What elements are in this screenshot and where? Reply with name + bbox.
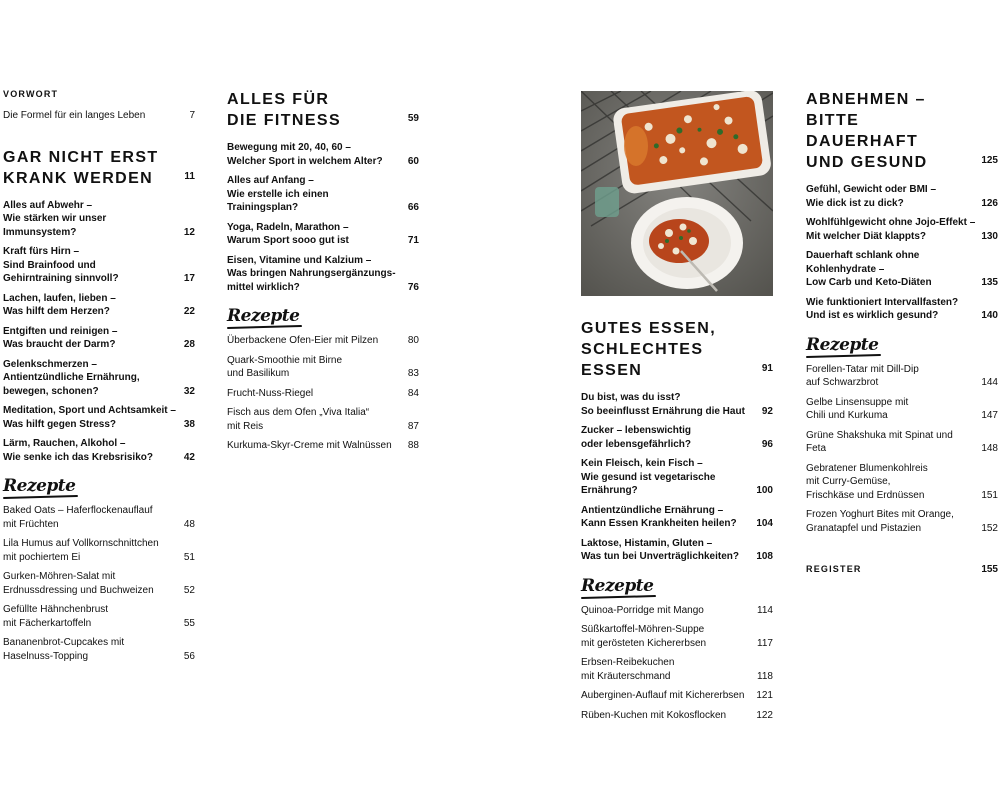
- entry-text: Und ist es wirklich gesund?: [806, 310, 939, 321]
- entry-title: [3, 404, 184, 431]
- entry-title: [227, 221, 408, 248]
- rezepte-heading: Rezepte: [227, 306, 300, 326]
- toc-entry[interactable]: [3, 245, 195, 286]
- entry-text: Kurkuma-Skyr-Creme mit Walnüssen: [227, 440, 392, 451]
- entry-title: [581, 656, 757, 683]
- entry-title: [806, 183, 981, 210]
- entry-title: [3, 537, 184, 564]
- entry-text: ABNEHMEN –: [806, 91, 926, 108]
- entry-title: [581, 424, 762, 451]
- page-number: 104: [756, 518, 773, 529]
- entry-text: Gurken-Möhren-Salat mit: [3, 571, 116, 582]
- entry-text: Lila Humus auf Vollkornschnittchen: [3, 538, 159, 549]
- entry-text: Low Carb und Keto-Diäten: [806, 277, 932, 288]
- entry-text: Auberginen-Auflauf mit Kichererbsen: [581, 690, 745, 701]
- entry-text: Quinoa-Porridge mit Mango: [581, 604, 704, 616]
- entry-title: [806, 296, 981, 323]
- entry-text: Kraft fürs Hirn –: [3, 246, 80, 257]
- entry-text: Bananenbrot-Cupcakes mit: [3, 637, 125, 648]
- page-number: 152: [981, 522, 998, 534]
- page-number: 118: [757, 670, 773, 682]
- entry-text: Frucht-Nuss-Riegel: [227, 387, 314, 399]
- entry-text: Gefühl, Gewicht oder BMI –: [806, 184, 937, 195]
- page-number: 151: [981, 489, 998, 501]
- entry-text: mit Curry-Gemüse,: [806, 476, 891, 487]
- page-number: 92: [761, 405, 773, 417]
- entry-text: mit Reis: [227, 420, 264, 432]
- page-number: 55: [183, 617, 195, 629]
- page-number: 84: [407, 387, 419, 399]
- toc-entry[interactable]: [581, 537, 773, 564]
- entry-text: Wie erstelle ich einen Trainingsplan?: [227, 188, 329, 213]
- chapter-heading[interactable]: [581, 318, 773, 381]
- entry-text: Zucker – lebenswichtig: [581, 425, 692, 436]
- entry-title: [806, 396, 981, 423]
- page-number: 125: [981, 155, 998, 166]
- page-number: 56: [183, 650, 195, 662]
- page-number: 148: [981, 443, 998, 454]
- entry-title: [227, 254, 408, 295]
- page-number: 59: [407, 113, 419, 124]
- page-number: 122: [756, 709, 773, 721]
- page-number: 22: [183, 306, 195, 317]
- entry-text: und Basilikum: [227, 368, 290, 379]
- toc-entry[interactable]: [806, 296, 998, 323]
- entry-text: Antientzündliche Ernährung –: [581, 504, 724, 516]
- entry-text: Überbackene Ofen-Eier mit Pilzen: [227, 335, 379, 346]
- recipe-entry[interactable]: [806, 396, 998, 423]
- recipe-entry[interactable]: [806, 462, 998, 503]
- entry-text: GAR NICHT ERST: [3, 148, 159, 166]
- page-number: 121: [756, 690, 773, 701]
- entry-text: Wie stärken wir unser Immunsystem?: [3, 213, 107, 238]
- entry-text: Was hilft dem Herzen?: [3, 306, 110, 317]
- toc-entry[interactable]: [806, 249, 998, 290]
- recipe-entry[interactable]: [227, 406, 419, 433]
- entry-title: [227, 354, 408, 381]
- entry-title: [581, 457, 756, 498]
- recipe-entry[interactable]: [581, 656, 773, 683]
- page-number: 28: [183, 339, 195, 350]
- entry-text: Wie gesund ist vegetarische: [581, 471, 716, 483]
- entry-text: ALLES FÜR: [227, 91, 330, 108]
- entry-text: Meditation, Sport und Achtsamkeit –: [3, 405, 176, 416]
- toc-entry[interactable]: [581, 424, 773, 451]
- entry-text: BITTE DAUERHAFT: [806, 112, 919, 150]
- toc-column-3: [581, 318, 773, 722]
- toc-column-1: [3, 89, 195, 663]
- food-photo: [581, 91, 773, 296]
- entry-title: [3, 199, 184, 240]
- entry-text: Entgiften und reinigen –: [3, 325, 118, 337]
- toc-entry[interactable]: [3, 199, 195, 240]
- rezepte-heading: Rezepte: [3, 476, 76, 496]
- page-number: 60: [407, 155, 419, 167]
- entry-text: Sind Brainfood und: [3, 259, 96, 271]
- entry-text: Gehirntraining sinnvoll?: [3, 273, 119, 284]
- entry-title: [3, 245, 184, 286]
- recipe-entry[interactable]: [581, 623, 773, 650]
- entry-text: Gelbe Linsensuppe mit: [806, 396, 909, 408]
- rezepte-heading: Rezepte: [806, 334, 879, 355]
- page-number: 83: [407, 368, 419, 379]
- entry-text: Fisch aus dem Ofen „Viva Italia“: [227, 407, 370, 418]
- entry-text: Bewegung mit 20, 40, 60 –: [227, 142, 351, 153]
- toc-column-2: [227, 89, 419, 453]
- recipe-entry[interactable]: [3, 570, 195, 597]
- toc-entry[interactable]: [227, 221, 419, 248]
- recipe-entry[interactable]: [806, 508, 998, 535]
- entry-text: Frischkäse und Erdnüssen: [806, 489, 925, 501]
- entry-text: Du bist, was du isst?: [581, 392, 681, 403]
- page-number: 117: [757, 637, 773, 649]
- page-number: 66: [407, 202, 419, 213]
- entry-text: Die Formel für ein langes Leben: [3, 110, 146, 121]
- page-number: 144: [981, 377, 998, 388]
- entry-text: Warum Sport sooo gut ist: [227, 235, 349, 246]
- page-number: 71: [407, 235, 419, 246]
- recipe-entry[interactable]: [806, 363, 998, 390]
- chapter-heading[interactable]: [3, 147, 195, 189]
- page-number: 96: [761, 438, 773, 450]
- entry-text: mittel wirklich?: [227, 281, 300, 293]
- recipe-entry[interactable]: [581, 604, 773, 618]
- entry-title: [3, 504, 184, 531]
- entry-text: mit gerösteten Kichererbsen: [581, 637, 707, 649]
- chapter-heading[interactable]: [806, 89, 998, 173]
- entry-text: SCHLECHTES ESSEN: [581, 341, 704, 379]
- entry-text: Rüben-Kuchen mit Kokosflocken: [581, 709, 727, 721]
- entry-text: Wie senke ich das Krebsrisiko?: [3, 451, 153, 463]
- entry-text: Was tun bei Unverträglichkeiten?: [581, 551, 739, 562]
- entry-text: GUTES ESSEN,: [581, 320, 717, 337]
- page-number: 147: [981, 410, 998, 421]
- entry-text: Haselnuss-Topping: [3, 650, 89, 662]
- page-number: 140: [981, 310, 998, 321]
- recipe-entry[interactable]: [3, 603, 195, 630]
- page-number: 114: [757, 604, 773, 616]
- register-entry[interactable]: [806, 563, 998, 577]
- toc-entry[interactable]: [3, 325, 195, 352]
- entry-text: Was bringen Nahrungsergänzungs-: [227, 268, 396, 279]
- entry-text: Was braucht der Darm?: [3, 339, 116, 350]
- vorwort-heading: VORWORT: [3, 89, 59, 99]
- entry-title: [3, 325, 184, 352]
- recipe-entry[interactable]: [227, 354, 419, 381]
- entry-text: Süßkartoffel-Möhren-Suppe: [581, 624, 705, 635]
- toc-entry[interactable]: [227, 254, 419, 295]
- page-number: 51: [183, 551, 195, 563]
- toc-entry[interactable]: [3, 404, 195, 431]
- page-number: 11: [184, 170, 195, 182]
- entry-title: [806, 249, 981, 290]
- entry-title: [806, 216, 981, 243]
- toc-entry[interactable]: [3, 437, 195, 464]
- entry-text: Dauerhaft schlank ohne Kohlenhydrate –: [806, 250, 920, 275]
- entry-title: [227, 141, 408, 168]
- recipe-entry[interactable]: [227, 334, 419, 348]
- toc-entry[interactable]: [581, 504, 773, 531]
- entry-text: So beeinflusst Ernährung die Haut: [581, 405, 745, 417]
- recipe-entry[interactable]: [581, 689, 773, 703]
- page-number: 130: [981, 230, 998, 242]
- toc-entry[interactable]: [806, 216, 998, 243]
- entry-title: [581, 391, 762, 418]
- toc-entry[interactable]: [3, 109, 195, 123]
- entry-text: Gelenkschmerzen –: [3, 358, 97, 370]
- entry-title: [806, 462, 981, 503]
- entry-text: REGISTER: [806, 564, 862, 574]
- entry-text: oder lebensgefährlich?: [581, 438, 692, 450]
- entry-title: [3, 570, 184, 597]
- entry-text: Gefüllte Hähnchenbrust: [3, 604, 109, 615]
- entry-text: Lärm, Rauchen, Alkohol –: [3, 438, 126, 449]
- page-number: 52: [183, 584, 195, 596]
- entry-text: Alles auf Abwehr –: [3, 199, 93, 211]
- entry-title: [581, 537, 756, 564]
- entry-title: [3, 147, 184, 189]
- entry-text: Kein Fleisch, kein Fisch –: [581, 458, 703, 469]
- entry-text: Laktose, Histamin, Gluten –: [581, 537, 713, 549]
- entry-text: Eisen, Vitamine und Kalzium –: [227, 254, 372, 266]
- recipe-entry[interactable]: [806, 429, 998, 456]
- recipe-entry[interactable]: [227, 439, 419, 453]
- entry-text: Ernährung?: [581, 485, 638, 496]
- toc-entry[interactable]: [3, 292, 195, 319]
- entry-title: [3, 603, 184, 630]
- entry-text: mit pochiertem Ei: [3, 551, 81, 563]
- toc-entry[interactable]: [3, 358, 195, 399]
- entry-text: Alles auf Anfang –: [227, 175, 314, 186]
- entry-text: Wie funktioniert Intervallfasten?: [806, 296, 959, 308]
- page-number: 87: [407, 420, 419, 432]
- entry-title: [806, 508, 981, 535]
- entry-text: mit Kräuterschmand: [581, 670, 671, 682]
- toc-column-4: [806, 89, 998, 577]
- recipe-entry[interactable]: [581, 709, 773, 723]
- page-number: 17: [183, 273, 195, 284]
- entry-text: mit Fächerkartoffeln: [3, 617, 92, 629]
- entry-text: Wohlfühlgewicht ohne Jojo-Effekt –: [806, 217, 976, 228]
- entry-title: [3, 292, 184, 319]
- entry-text: Grüne Shakshuka mit Spinat und Feta: [806, 429, 953, 454]
- rezepte-heading: Rezepte: [581, 575, 654, 596]
- entry-text: bewegen, schonen?: [3, 385, 99, 397]
- entry-text: Quark-Smoothie mit Birne: [227, 354, 343, 366]
- page-number: 108: [756, 551, 773, 562]
- entry-text: Erdnussdressing und Buchweizen: [3, 584, 154, 596]
- entry-text: Mit welcher Diät klappts?: [806, 230, 927, 242]
- entry-title: [227, 174, 408, 215]
- entry-title: [581, 623, 757, 650]
- entry-title: [806, 89, 981, 173]
- page-number: 7: [189, 110, 195, 121]
- recipe-entry[interactable]: [3, 537, 195, 564]
- entry-text: Frozen Yoghurt Bites mit Orange,: [806, 509, 954, 520]
- entry-text: Welcher Sport in welchem Alter?: [227, 155, 383, 167]
- chapter-heading[interactable]: [227, 89, 419, 131]
- page-number: 38: [183, 418, 195, 430]
- recipe-entry[interactable]: [227, 387, 419, 401]
- entry-text: DIE FITNESS: [227, 112, 342, 129]
- entry-text: Baked Oats – Haferflockenauflauf: [3, 505, 153, 516]
- entry-text: Gebratener Blumenkohlreis: [806, 462, 928, 474]
- entry-text: Chili und Kurkuma: [806, 410, 888, 421]
- toc-entry[interactable]: [581, 391, 773, 418]
- entry-text: mit Früchten: [3, 518, 59, 530]
- entry-text: Kann Essen Krankheiten heilen?: [581, 518, 737, 529]
- entry-title: [581, 318, 762, 381]
- entry-text: UND GESUND: [806, 154, 928, 171]
- entry-text: KRANK WERDEN: [3, 169, 154, 187]
- toc-entry[interactable]: [227, 174, 419, 215]
- entry-title: [3, 437, 184, 464]
- entry-title: [806, 363, 981, 390]
- page-number: 32: [183, 385, 195, 397]
- entry-text: Lachen, laufen, lieben –: [3, 292, 116, 304]
- page-number: 155: [981, 564, 998, 575]
- page-number: 91: [761, 363, 773, 374]
- recipe-entry[interactable]: [3, 504, 195, 531]
- page-number: 88: [407, 440, 419, 451]
- entry-title: [227, 89, 408, 131]
- page-number: 42: [183, 451, 195, 463]
- entry-text: Was hilft gegen Stress?: [3, 418, 116, 430]
- page-number: 80: [407, 335, 419, 346]
- entry-title: [227, 406, 408, 433]
- page-number: 12: [183, 226, 195, 238]
- page-number: 48: [183, 518, 195, 530]
- page-number: 100: [756, 485, 773, 496]
- recipe-entry[interactable]: [3, 636, 195, 663]
- toc-entry[interactable]: [806, 183, 998, 210]
- entry-title: [3, 358, 184, 399]
- entry-text: Wie dick ist zu dick?: [806, 197, 904, 209]
- baked-casserole-illustration: [581, 91, 773, 296]
- entry-text: Yoga, Radeln, Marathon –: [227, 221, 349, 233]
- entry-title: [581, 504, 756, 531]
- entry-title: [3, 636, 184, 663]
- entry-text: Granatapfel und Pistazien: [806, 522, 922, 534]
- entry-text: Antientzündliche Ernährung,: [3, 372, 140, 383]
- page-number: 126: [981, 197, 998, 209]
- entry-text: auf Schwarzbrot: [806, 377, 879, 388]
- entry-text: Forellen-Tatar mit Dill-Dip: [806, 363, 919, 375]
- toc-entry[interactable]: [227, 141, 419, 168]
- toc-entry[interactable]: [581, 457, 773, 498]
- page-number: 76: [407, 281, 419, 293]
- page-number: 135: [981, 277, 998, 288]
- entry-text: Erbsen-Reibekuchen: [581, 657, 675, 668]
